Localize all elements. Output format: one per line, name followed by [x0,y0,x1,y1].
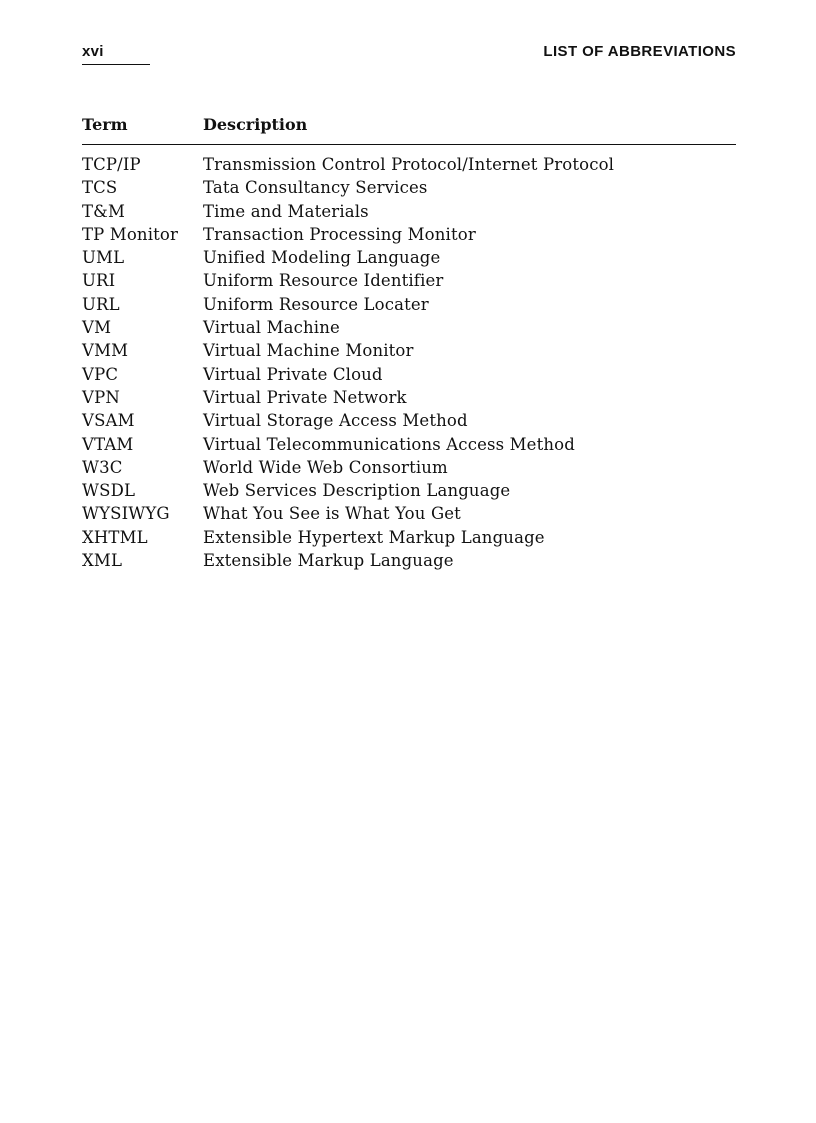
row-description: Extensible Markup Language [203,551,454,571]
row-description: Extensible Hypertext Markup Language [203,527,545,547]
row-term: TCS [82,178,118,198]
table-header [82,113,736,145]
table-row [82,200,736,223]
row-description: Tata Consultancy Services [203,178,428,198]
table-row [82,246,736,269]
row-term: VPC [82,364,119,384]
table-row [82,153,736,176]
row-term: WSDL [82,481,136,501]
section-title: LIST OF ABBREVIATIONS [543,43,736,60]
row-term: VSAM [82,411,135,431]
row-description: Time and Materials [203,201,369,221]
table-row [82,479,736,502]
row-term: VPN [82,387,120,407]
row-term: UML [82,248,125,268]
table-row [82,176,736,199]
table-row [82,386,736,409]
table-row [82,409,736,432]
header-term: Term [82,115,128,134]
row-description: Uniform Resource Locater [203,294,429,314]
row-term: VTAM [82,434,134,454]
table-body [82,145,736,572]
row-term: T&M [82,201,126,221]
table-row [82,269,736,292]
row-description: Virtual Machine [203,318,340,338]
table-row [82,549,736,572]
row-description: Unified Modeling Language [203,248,441,268]
row-term: WYSIWYG [82,504,170,524]
header-description: Description [203,115,308,134]
row-description: Virtual Telecommunications Access Method [203,434,575,454]
row-description: Virtual Private Cloud [203,364,383,384]
page-number-underline [82,64,150,65]
table-row [82,223,736,246]
row-description: Transaction Processing Monitor [203,224,476,244]
row-description: World Wide Web Consortium [203,457,448,477]
row-description: Web Services Description Language [203,481,511,501]
row-term: VMM [82,341,129,361]
table-row [82,339,736,362]
row-description: Virtual Private Network [203,387,407,407]
row-description: Transmission Control Protocol/Internet Protocol [203,155,615,174]
row-term: XHTML [82,527,148,547]
row-term: TP Monitor [82,224,179,244]
abbreviations-table [82,113,736,572]
table-row [82,526,736,549]
row-term: XML [82,551,123,571]
row-term: VM [82,318,112,338]
row-term: W3C [82,457,123,477]
table-row [82,433,736,456]
row-term: URI [82,271,116,291]
row-description: Virtual Machine Monitor [203,341,414,361]
page-number: xvi [82,43,104,60]
row-description: Virtual Storage Access Method [203,411,468,431]
running-head [82,43,736,67]
row-term: TCP/IP [82,155,141,174]
table-row [82,293,736,316]
row-term: URL [82,294,120,314]
row-description: Uniform Resource Identifier [203,271,444,291]
table-row [82,502,736,525]
table-row [82,316,736,339]
table-row [82,363,736,386]
table-row [82,456,736,479]
row-description: What You See is What You Get [203,504,461,524]
